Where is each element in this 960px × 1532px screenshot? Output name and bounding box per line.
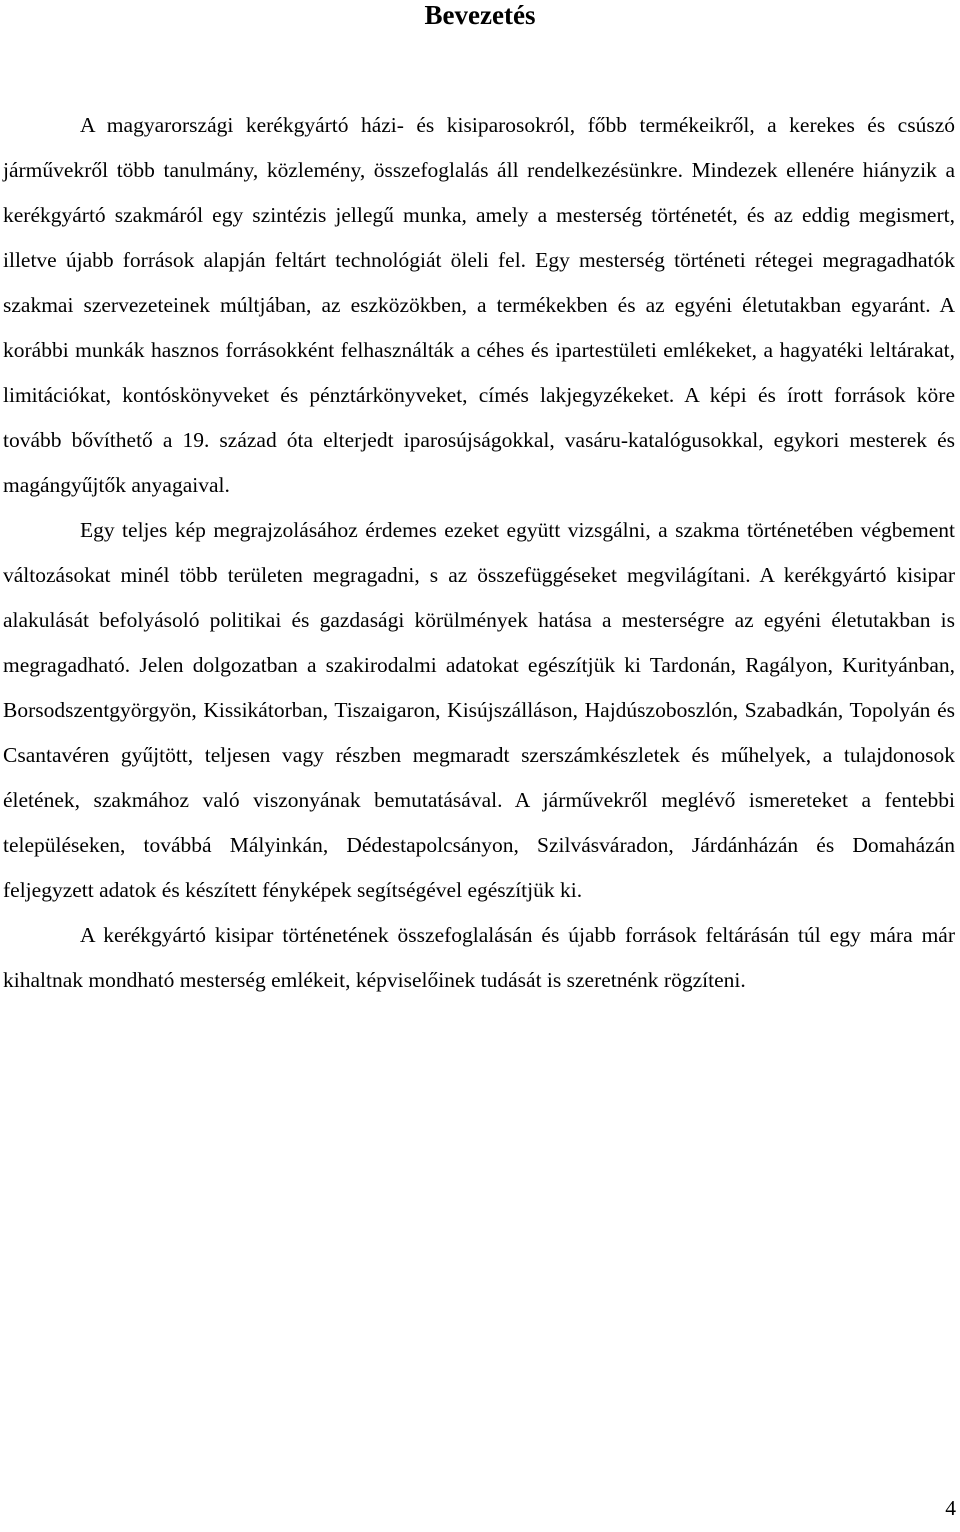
paragraph-2: Egy teljes kép megrajzolásához érdemes ezeket együtt vizsgálni, a szakma történetében végbement változásokat minél több területen megragadni, s az összefüggéseket megvilágítani. A kerékgyártó kisipar alakulását befolyásoló politikai és gazdasági körülmények hatása a mesterségre az egyéni életutakban is megragadható. Jelen dolgozatban a szakirodalmi adatokat egészítjük ki Tardonán, Ragályon, Kurityánban, Borsodszentgyörgyön, Kissikátorban, Tiszaigaron, Kisújszálláson, Hajdúszoboszlón, Szabadkán, Topolyán és Csantavéren gyűjtött, teljesen vagy részben megmaradt szerszámkészletek és műhelyek, a tulajdonosok életének, szakmához való viszonyának bemutatásával. A járművekről meglévő ismereteket a fentebbi településeken, továbbá Mályinkán, Dédestapolcsányon, Szilvásváradon, Járdánházán és Domaházán feljegyzett adatok és készített fényképek segítségével egészítjük ki. — [3, 518, 955, 902]
body-text — [3, 103, 955, 1003]
page-number: 4 — [945, 1496, 956, 1520]
paragraph-1: A magyarországi kerékgyártó házi- és kisiparosokról, főbb termékeikről, a kerekes és csúszó járművekről több tanulmány, közlemény, összefoglalás áll rendelkezésünkre. Mindezek ellenére hiányzik a kerékgyártó szakmáról egy szintézis jellegű munka, amely a mesterség történetét, és az eddig megismert, illetve újabb források alapján feltárt technológiát öleli fel. Egy mesterség történeti rétegei megragadhatók szakmai szervezeteinek múltjában, az eszközökben, a termékekben és az egyéni életutakban egyaránt. A korábbi munkák hasznos forrásokként felhasználták a céhes és ipartestületi emlékeket, a hagyatéki leltárakat, limitációkat, kontóskönyveket és pénztárkönyveket, címés lakjegyzékeket. A képi és írott források köre tovább bővíthető a 19. század óta elterjedt iparosújságokkal, vasáru-katalógusokkal, egykori mesterek és magángyűjtők anyagaival. — [3, 113, 955, 497]
page-title: Bevezetés — [424, 0, 536, 30]
paragraph-3: A kerékgyártó kisipar történetének összefoglalásán és újabb források feltárásán túl egy mára már kihaltnak mondható mesterség emlékeit, képviselőinek tudását is szeretnénk rögzíteni. — [3, 923, 955, 992]
